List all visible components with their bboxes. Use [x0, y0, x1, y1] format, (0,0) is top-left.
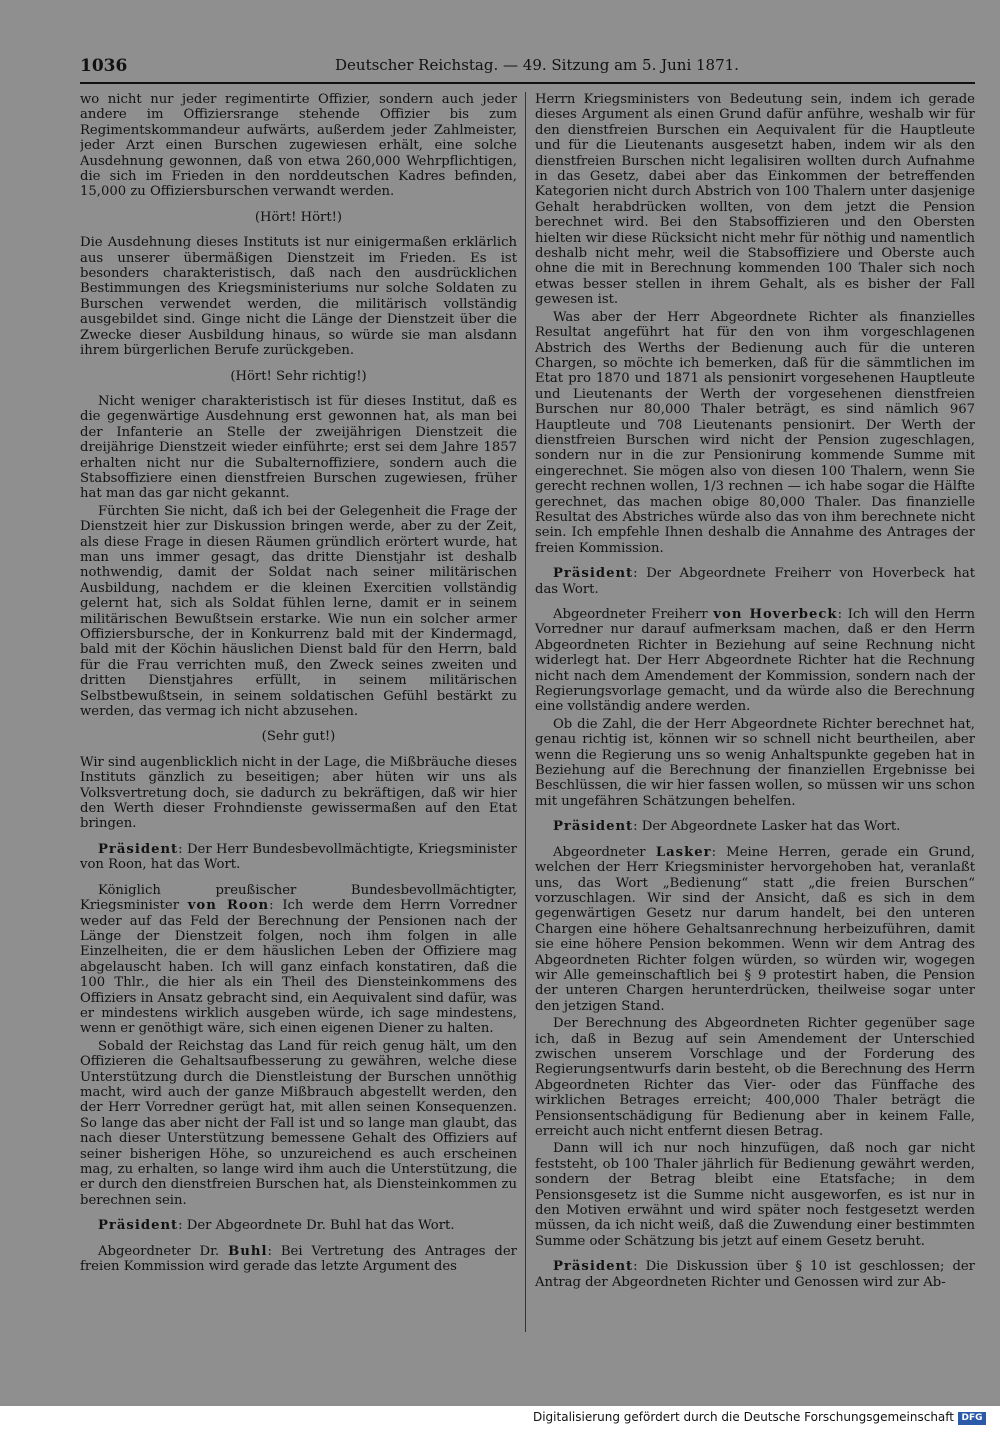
paragraph: Fürchten Sie nicht, daß ich bei der Gelegenheit die Frage der Dienstzeit hier zur Diskussion bringen werde, aber zu der Zeit, als diese Frage in diesen Räumen gründlich erörtert wurde, hat man uns immer gesagt, das dritte Dienstjahr ist deshalb nothwendig, damit der Soldat nach seiner militärischen Ausbildung, nachdem er die kleinen Exercitien vollständig gelernt hat, sich als Soldat fühlen lerne, damit er in seinem militärischen Bewußtsein erstarke. Wie nun ein solcher armer Offiziersbursche, der in Konkurrenz bald mit der Kindermagd, bald mit der Köchin häuslichen Dienst bald für den Herrn, bald für die Frau verrichten muß, den Zweck seines zweiten und dritten Dienstjahres erfüllt, in seinem militärischen Selbstbewußtsein, in seinem soldatischen Gefühl bestärkt zu werden, das vermag ich nicht abzusehen.	[80, 503, 517, 720]
left-column	[80, 92, 517, 1332]
paragraph: Wir sind augenblicklich nicht in der Lage, die Mißbräuche dieses Instituts gänzlich zu beseitigen; aber hüten wir uns als Volksvertretung doch, sie dadurch zu bekräftigen, daß wir hier den Werth dieser Frohndienste gewissermaßen auf den Etat bringen.	[80, 754, 517, 832]
interjection: (Hört! Sehr richtig!)	[230, 368, 367, 384]
speaker-intro: Königlich preußischer Bundesbevollmächtigter, Kriegsminister	[80, 882, 517, 914]
speech-text: : Die Diskussion über § 10 ist geschlossen; der Antrag der Abgeordneten Richter und Genossen wird zur Ab-	[535, 1259, 975, 1290]
speaker-name: von Roon	[187, 898, 270, 914]
speaker-turn	[535, 819, 975, 834]
speaker-turn	[535, 566, 975, 597]
paragraph: Was aber der Herr Abgeordnete Richter als finanzielles Resultat angeführt hat für den von ihm vorgeschlagenen Abstrich des Werths der Bedienung auch für die unteren Chargen, so möchte ich bemerken, daß für die sämmtlichen im Etat pro 1870 und 1871 als pensionirt vorgesehenen Hauptleute und Lieutenants der Werth der vorgesehenen dienstfreien Burschen nur 80,000 Thaler beträgt, es sind nämlich 967 Hauptleute und 708 Lieutenants pensionirt. Der Werth der dienstfreien Burschen wird nicht der Pension zugeschlagen, sondern nur in die zur Pensionirung kommende Summe mit eingerechnet. Sie mögen also von diesen 100 Thalern, wenn Sie gerecht rechnen wollen, 1/3 rechnen — ich habe sogar die Hälfte gerechnet, das machen obige 80,000 Thaler. Das finanzielle Resultat des Abstriches würde also das von ihm berechnete nicht sein. Ich empfehle Ihnen deshalb die Annahme des Antrages der freien Kommission.	[535, 309, 975, 556]
speaker-turn	[80, 1244, 517, 1275]
speaker-turn	[535, 607, 975, 715]
speaker-name: Lasker	[655, 844, 712, 860]
speaker-intro: Abgeordneter	[553, 844, 646, 860]
speaker-turn	[80, 1218, 517, 1233]
speaker-turn	[80, 842, 517, 873]
speaker-label: Präsident	[553, 819, 634, 835]
speech-text: : Der Herr Bundesbevollmächtigte, Kriegsminister von Roon, hat das Wort.	[80, 841, 517, 873]
speech-text: : Der Abgeordnete Freiherr von Hoverbeck hat das Wort.	[535, 566, 975, 597]
paragraph: Ob die Zahl, die der Herr Abgeordnete Richter berechnet hat, genau richtig ist, können wir so schnell nicht beurtheilen, aber wenn die Regierung uns so wenig Anhaltspunkte gegeben hat in Beziehung auf die Berechnung der finanziellen Ergebnisse bei Beschlüssen, die wir hier fassen wollen, so müssen wir uns schon mit ungefähren Schätzungen behelfen.	[535, 716, 975, 809]
paragraph: Sobald der Reichstag das Land für reich genug hält, um den Offizieren die Gehaltsaufbesserung zu gewähren, welche diese Unterstützung durch die Dienstleistung der Burschen unnöthig macht, wird auch der ganze Mißbrauch abgestellt werden, den der Herr Vorredner gerügt hat, mit allen seinen Konsequenzen. So lange das aber nicht der Fall ist und so lange man glaubt, das nach dieser Unterstützung bemessene Gehalt des Offiziers auf seiner bisherigen Höhe, so unzureichend es auch erscheinen mag, zu erhalten, so lange wird ihm auch die Unterstützung, die er durch den dienstfreien Burschen hat, als Diensteinkommen zu berechnen sein.	[80, 1038, 517, 1208]
running-title: Deutscher Reichstag. — 49. Sitzung am 5. Juni 1871.	[335, 56, 739, 74]
speaker-name: von Hoverbeck	[713, 607, 838, 622]
interjection: (Hört! Hört!)	[254, 209, 343, 225]
interjection: (Sehr gut!)	[261, 729, 336, 745]
speaker-turn	[535, 1259, 975, 1290]
page-header	[80, 52, 975, 84]
speaker-intro: Abgeordneter Dr.	[98, 1243, 220, 1259]
speaker-name: Buhl	[228, 1243, 268, 1259]
speech-text: : Der Abgeordnete Dr. Buhl hat das Wort.	[178, 1218, 455, 1234]
paragraph: wo nicht nur jeder regimentirte Offizier, sondern auch jeder andere im Offiziersrange stehende Offizier bis zum Regimentskommandeur aufwärts, außerdem jeder Zahlmeister, jeder Arzt einen Burschen zugewiesen erhält, eine solche Ausdehnung gewonnen, daß von etwa 260,000 Wehrpflichtigen, die sich im Frieden in den norddeutschen Kadres befinden, 15,000 zu Offiziersburschen verwandt werden.	[80, 92, 517, 200]
speaker-label: Präsident	[98, 1218, 179, 1234]
funding-notice: Digitalisierung gefördert durch die Deutsche Forschungsgemeinschaft	[532, 1410, 954, 1424]
speech-text: : Ich will den Herrn Vorredner nur darauf aufmerksam machen, daß er den Herrn Abgeordneten Richter in Beziehung auf seine Rechnung nicht widerlegt hat. Der Herr Abgeordnete Richter hat die Rechnung nicht nach dem Amendement der Kommission, sondern nach der Regierungsvorlage gemacht, und da würde also die Berechnung eine vollständig andere werden.	[535, 607, 975, 715]
speaker-label: Präsident	[553, 566, 634, 582]
paragraph: Dann will ich nur noch hinzufügen, daß noch gar nicht feststeht, ob 100 Thaler jährlich für Bedienung gewährt werden, sondern der Betrag bleibt eine Etatsfache; in dem Pensionsgesetz ist die Summe nicht ausgeworfen, es ist nur in den Motiven erwähnt und wird später noch festgesetzt werden müssen, da ich nicht weiß, daß die Zuwendung einer bestimmten Summe oder Schätzung bis jetzt auf einem Gesetz beruht.	[535, 1141, 975, 1249]
footer-bar	[0, 1406, 1000, 1432]
speech-text: : Bei Vertretung des Antrages der freien Kommission wird gerade das letzte Argument des	[80, 1243, 517, 1275]
speaker-label: Präsident	[553, 1259, 634, 1275]
speech-text: : Der Abgeordnete Lasker hat das Wort.	[633, 819, 901, 835]
paragraph: Herrn Kriegsministers von Bedeutung sein, indem ich gerade dieses Argument als einen Grund dafür anführe, weshalb wir für den dienstfreien Burschen ein Aequivalent für die Hauptleute und für die Lieutenants ausgesetzt haben, indem wir als den dienstfreien Burschen nicht legalisiren wollten durch Aufnahme in das Gesetz, dabei aber das Einkommen der betreffenden Kategorien nicht durch Abstrich von 100 Thalern unter dasjenige Gehalt herabdrücken wollten, von dem jetzt die Pension berechnet wird. Bei den Stabsoffizieren und den Obersten hielten wir diese Rücksicht nicht mehr für nöthig und namentlich deshalb nicht mehr, weil die Stabsoffiziere und Oberste auch ohne die mit in Berechnung kommenden 100 Thaler sich noch etwas besser stellen in ihrem Gehalt, als es bisher der Fall gewesen ist.	[535, 92, 975, 308]
speech-text: : Ich werde dem Herrn Vorredner weder auf das Feld der Berechnung der Pensionen nach der Länge der Dienstzeit folgen, noch ihm folgen in alle Einzelheiten, die er dem häuslichen Leben der Offiziere mag abgelauscht haben. Ich will ganz einfach konstatiren, daß die 100 Thlr., die hier als ein Theil des Diensteinkommens des Offiziers in Ansatz gebracht sind, ein Aequivalent sind dafür, was er mindestens wirklich ausgeben würde, ich sage mindestens, wenn er genöthigt wäre, sich einen eigenen Diener zu halten.	[80, 898, 517, 1037]
speaker-turn	[535, 845, 975, 1014]
page-number: 1036	[80, 56, 128, 76]
speaker-intro: Abgeordneter Freiherr	[553, 607, 708, 622]
speaker-label: Präsident	[98, 841, 179, 857]
column-divider	[525, 92, 526, 1332]
paragraph: Die Ausdehnung dieses Instituts ist nur einigermaßen erklärlich aus unserer übermäßigen Dienstzeit im Frieden. Es ist besonders charakteristisch, daß nach den ausdrücklichen Bestimmungen des Kriegsministeriums nur solche Soldaten zu Burschen verwendet werden, die militärisch vollständig ausgebildet sind. Ginge nicht die Länge der Dienstzeit über die Zwecke dieser Ausbildung hinaus, so würde sie man alsdann ihrem bürgerlichen Berufe zurückgeben.	[80, 235, 517, 359]
speech-text: : Meine Herren, gerade ein Grund, welchen der Herr Kriegsminister hervorgehoben hat, veranlaßt uns, das Wort „Bedienung“ statt „die freien Burschen“ vorzuschlagen. Wir sind der Ansicht, daß es sich in dem gegenwärtigen Gesetz nur darum handelt, bei den unteren Chargen eine höhere Gehaltsanrechnung herbeizuführen, damit sie eine höhere Pension bekommen. Wenn wir dem Antrag des Abgeordneten Richter folgen würden, so würden wir, wogegen wir Alle gemeinschaftlich bei § 9 protestirt haben, die Pension der unteren Chargen herunterdrücken, theilweise sogar unter den jetzigen Stand.	[535, 844, 975, 1014]
speaker-turn	[80, 883, 517, 1037]
paragraph: Der Berechnung des Abgeordneten Richter gegenüber sage ich, daß in Bezug auf sein Amendement der Unterschied zwischen unserem Vorschlage und der Forderung des Regierungsentwurfs darin besteht, ob die Berechnung des Herrn Abgeordneten Richter das Vier- oder das Fünffache des wirklichen Betrages erreicht; 400,000 Thaler beträgt die Pensionsentschädigung für Bedienung aber in keinem Falle, erreicht auch nicht entfernt diesen Betrag.	[535, 1016, 975, 1139]
right-column	[535, 92, 975, 1332]
dfg-logo: DFG	[958, 1412, 986, 1425]
paragraph: Nicht weniger charakteristisch ist für dieses Institut, daß es die gegenwärtige Ausdehnung erst gewonnen hat, als man bei der Infanterie an Stelle der zweijährigen Dienstzeit die dreijährige Dienstzeit wieder einführte; erst sei dem Jahre 1857 erhalten nicht nur die Subalternoffiziere, sondern auch die Stabsoffiziere einen dienstfreien Burschen zugewiesen, früher hat man das gar nicht gekannt.	[80, 393, 517, 502]
